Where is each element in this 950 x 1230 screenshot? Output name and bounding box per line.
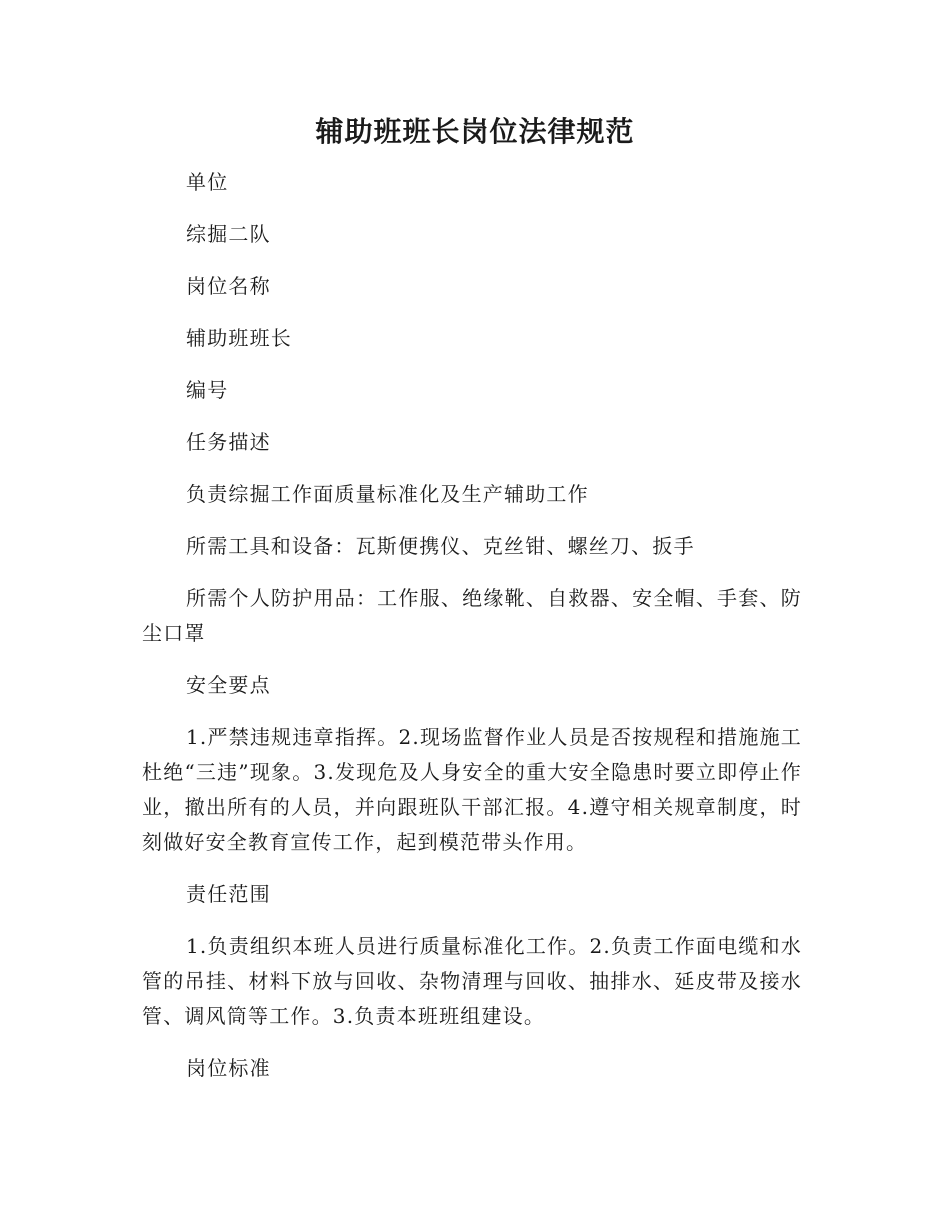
paragraph-task-label: 任务描述 (186, 430, 271, 454)
paragraph-unit-label: 单位 (186, 170, 229, 194)
paragraph-safety-points: 1.严禁违规违章指挥。2.现场监督作业人员是否按规程和措施施工杜绝“三违”现象。3.发现危及人身安全的重大安全隐患时要立即停止作业，撤出所有的人员，并向跟班队干部汇报。4.遵守相关规章制度，时刻做好安全教育宣传工作，起到模范带头作用。 (142, 725, 802, 854)
paragraph-standard-label: 岗位标准 (186, 1056, 271, 1080)
paragraph-protective-equipment: 所需个人防护用品：工作服、绝缘靴、自救器、安全帽、手套、防尘口罩 (142, 586, 802, 645)
paragraph-responsibility-label: 责任范围 (186, 882, 271, 906)
paragraph-unit-value: 综掘二队 (186, 222, 271, 246)
document-body (142, 165, 802, 1086)
paragraph-safety-label: 安全要点 (186, 673, 271, 697)
paragraph-task-description: 负责综掘工作面质量标准化及生产辅助工作 (186, 482, 589, 506)
paragraph-position-value: 辅助班班长 (186, 326, 292, 350)
paragraph-responsibility-scope: 1.负责组织本班人员进行质量标准化工作。2.负责工作面电缆和水管的吊挂、材料下放与回收、杂物清理与回收、抽排水、延皮带及接水管、调风筒等工作。3.负责本班班组建设。 (142, 934, 802, 1028)
document-title: 辅助班班长岗位法律规范 (315, 115, 635, 148)
paragraph-number-label: 编号 (186, 378, 229, 402)
paragraph-position-label: 岗位名称 (186, 274, 271, 298)
paragraph-tools: 所需工具和设备：瓦斯便携仪、克丝钳、螺丝刀、扳手 (186, 534, 695, 558)
